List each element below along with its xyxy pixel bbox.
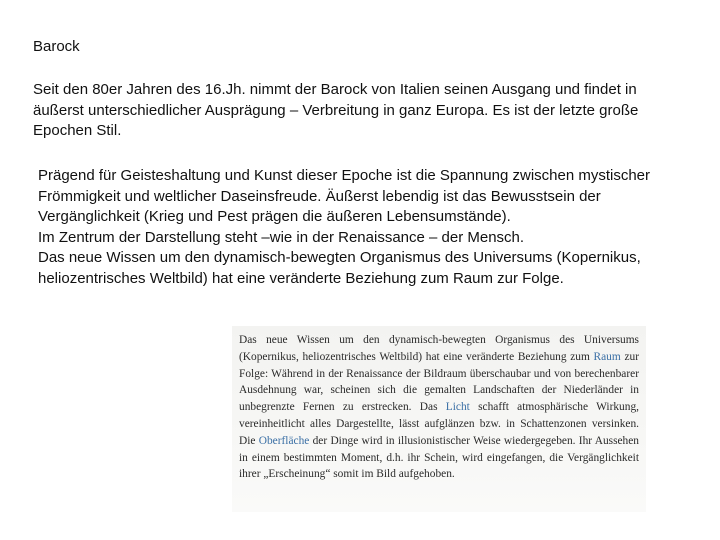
body-text [38,166,678,289]
keyword-oberflaeche: Oberfläche [258,434,310,447]
scanned-book-excerpt [232,326,646,512]
keyword-licht: Licht [445,401,470,414]
keyword-raum: Raum [593,350,621,363]
excerpt-text-2: zur Folge: Während in der Renaissance der Bildraum überschaubar und von berechenbarer Ausdehnung war, scheinen sich die gemalten Landschaften der Niederländer in unbegrenzte Fernen zu erstrecken. Das [239,350,639,414]
paragraph-new-knowledge: Das neue Wissen um den dynamisch-bewegten Organismus des Universums (Kopernikus, heliozentrisches Weltbild) hat eine veränderte Beziehung zum Raum zur Folge. [38,249,641,287]
intro-paragraph: Seit den 80er Jahren des 16.Jh. nimmt der Barock von Italien seinen Ausgang und findet in äußerst unterschiedlicher Ausprägung – Verbreitung in ganz Europa. Es ist der letzte große Epochen Stil. [33,81,639,139]
excerpt-text-3: schafft atmosphärische Wirkung, vereinheitlicht alles Dargestellte, lässt aufglänzen bzw. in Schattenzonen versinken. Die [239,401,639,447]
paragraph-tension: Prägend für Geisteshaltung und Kunst dieser Epoche ist die Spannung zwischen mystischer Frömmigkeit und weltlicher Daseinsfreude. Äußerst lebendig ist das Bewusstsein der Vergänglichkeit (Krieg und Pest prägen die äußeren Lebensumstände). [38,167,651,225]
excerpt-text-4: der Dinge wird in illusionistischer Weise wiedergegeben. Ihr Aussehen in einem bestimmten Moment, d.h. ihr Schein, wird eingefangen, die Vergänglichkeit ihrer „Erscheinung“ somit im Bild aufgehoben. [239,434,640,481]
excerpt-text-1: Das neue Wissen um den dynamisch-bewegten Organismus des Universums (Kopernikus, heliozentrisches Weltbild) hat eine veränderte Beziehung zum [239,334,639,363]
paragraph-human-center: Im Zentrum der Darstellung steht –wie in der Renaissance – der Mensch. [38,228,525,246]
scanned-excerpt-text [239,332,639,483]
slide-title: Barock [33,38,80,55]
